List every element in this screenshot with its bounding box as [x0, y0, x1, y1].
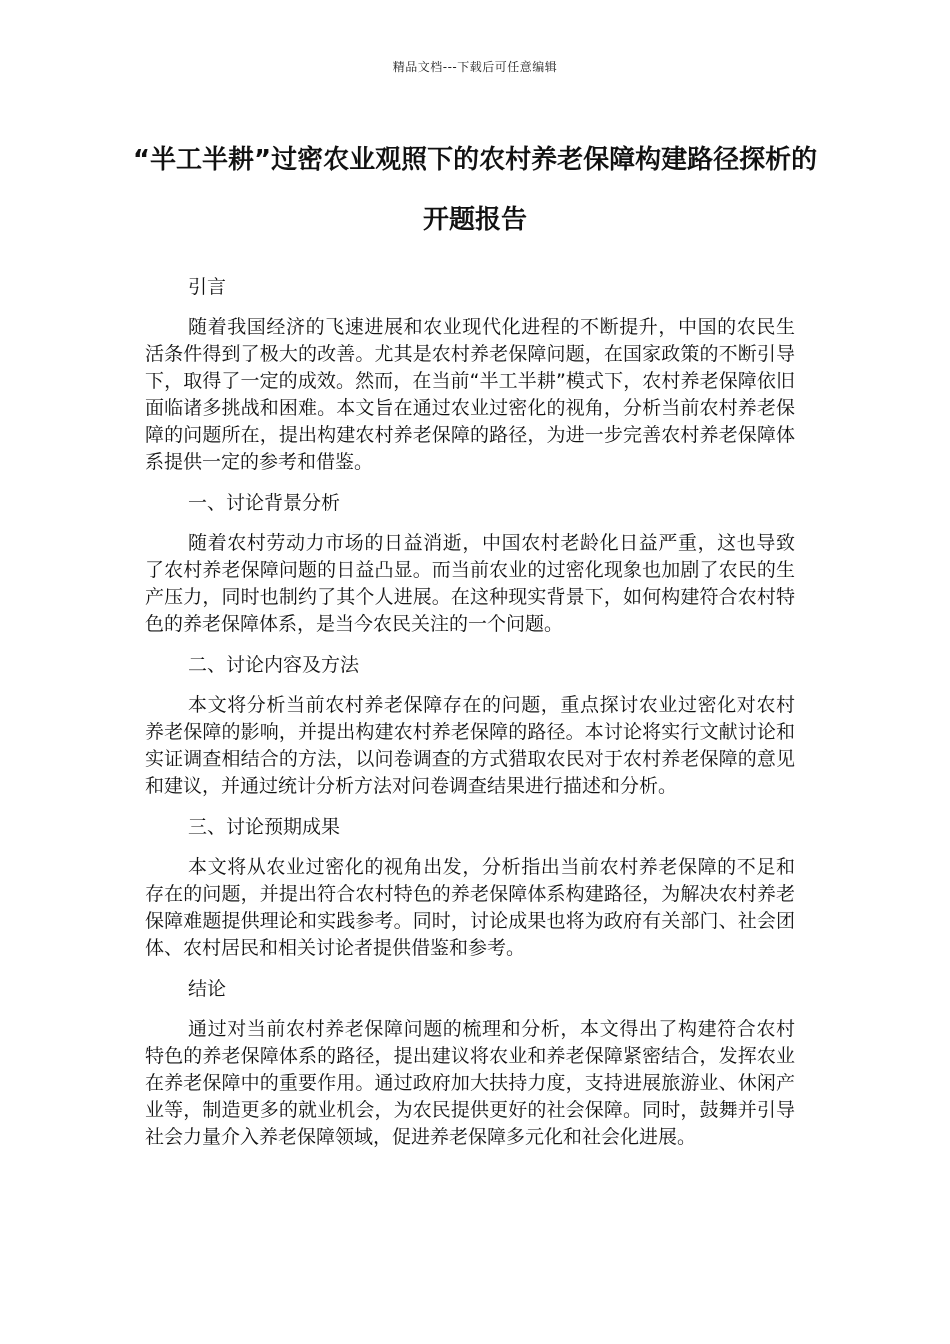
section-heading: 结论 [188, 978, 227, 1000]
section-heading: 二、讨论内容及方法 [188, 654, 360, 676]
document-body [145, 272, 795, 1163]
section-introduction [145, 272, 795, 476]
section-expected-results [145, 812, 795, 962]
section-conclusion [145, 974, 795, 1151]
section-background [145, 488, 795, 638]
section-paragraph: 随着我国经济的飞速进展和农业现代化进程的不断提升，中国的农民生活条件得到了极大的改善。尤其是农村养老保障问题，在国家政策的不断引导下，取得了一定的成效。然而，在当前“半工半耕”模式下，农村养老保障依旧面临诸多挑战和困难。本文旨在通过农业过密化的视角，分析当前农村养老保障的问题所在，提出构建农村养老保障的路径，为进一步完善农村养老保障体系提供一定的参考和借鉴。 [145, 316, 795, 473]
document-title: “半工半耕”过密农业观照下的农村养老保障构建路径探析的开题报告 [132, 145, 818, 235]
section-paragraph: 本文将分析当前农村养老保障存在的问题，重点探讨农业过密化对农村养老保障的影响，并提出构建农村养老保障的路径。本讨论将实行文献讨论和实证调查相结合的方法，以问卷调查的方式猎取农民对于农村养老保障的意见和建议，并通过统计分析方法对问卷调查结果进行描述和分析。 [145, 694, 795, 797]
section-heading: 三、讨论预期成果 [188, 816, 341, 838]
section-heading: 一、讨论背景分析 [188, 492, 341, 514]
section-paragraph: 本文将从农业过密化的视角出发，分析指出当前农村养老保障的不足和存在的问题，并提出符合农村特色的养老保障体系构建路径，为解决农村养老保障难题提供理论和实践参考。同时，讨论成果也将为政府有关部门、社会团体、农村居民和相关讨论者提供借鉴和参考。 [145, 856, 795, 959]
section-content-methods [145, 650, 795, 800]
section-paragraph: 随着农村劳动力市场的日益消逝，中国农村老龄化日益严重，这也导致了农村养老保障问题的日益凸显。而当前农业的过密化现象也加剧了农民的生产压力，同时也制约了其个人进展。在这种现实背景下，如何构建符合农村特色的养老保障体系，是当今农民关注的一个问题。 [145, 532, 795, 635]
section-paragraph: 通过对当前农村养老保障问题的梳理和分析，本文得出了构建符合农村特色的养老保障体系的路径，提出建议将农业和养老保障紧密结合，发挥农业在养老保障中的重要作用。通过政府加大扶持力度，支持进展旅游业、休闲产业等，制造更多的就业机会，为农民提供更好的社会保障。同时，鼓舞并引导社会力量介入养老保障领域，促进养老保障多元化和社会化进展。 [145, 1018, 795, 1148]
header-note: 精品文档---下载后可任意编辑 [392, 60, 558, 74]
section-heading: 引言 [188, 276, 227, 298]
